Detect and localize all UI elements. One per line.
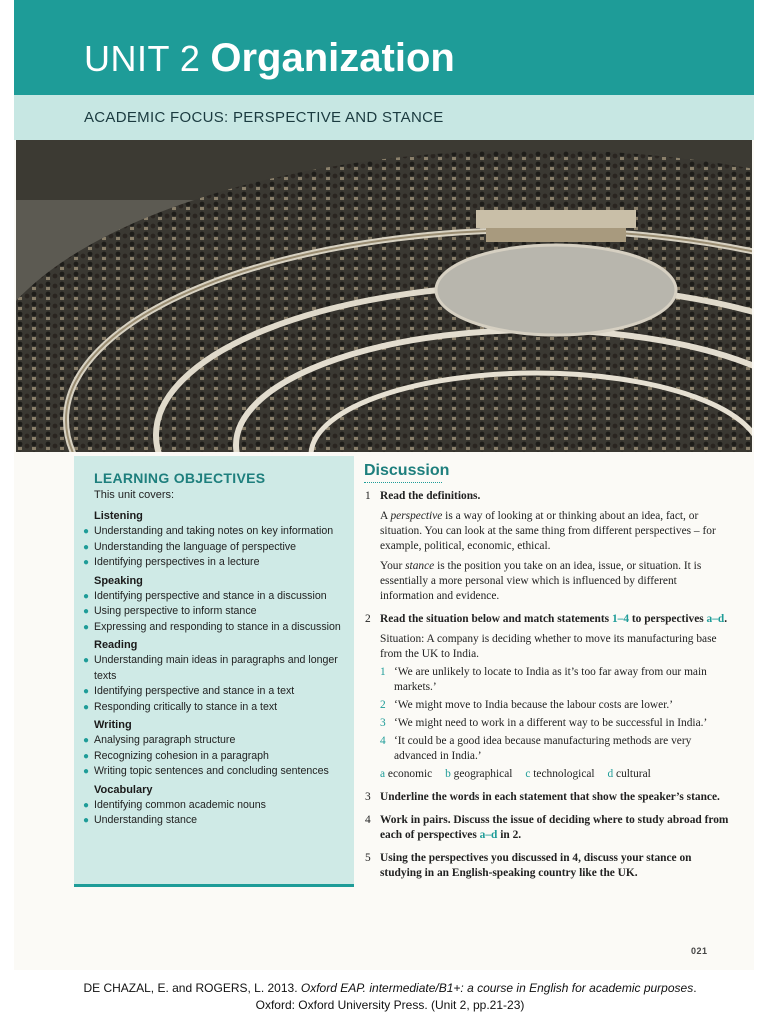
definition-term: perspective (390, 510, 443, 522)
unit-header (14, 0, 754, 95)
perspective-range-ref: a–d (479, 829, 498, 841)
question-1 (364, 489, 729, 604)
objective-item (82, 555, 350, 571)
unit-label: UNIT 2 (84, 38, 201, 79)
unit-name: Organization (210, 36, 455, 80)
statement-range-ref: 1–4 (611, 613, 630, 625)
question-number: 2 (365, 613, 371, 625)
bullet-icon: ● (83, 686, 90, 697)
academic-focus-band (14, 95, 754, 140)
section-heading: Writing (94, 719, 132, 731)
definition-term: stance (405, 560, 435, 572)
objective-text: Understanding the language of perspective (94, 540, 297, 553)
statement-text: ‘We might need to work in a different way to be successful in India.’ (394, 717, 708, 729)
question-3 (364, 790, 729, 805)
objective-text: Using perspective to inform stance (94, 605, 257, 617)
definition-text: is a way of looking at or thinking about an idea, fact, or situation. You can look at the same thing from different perspectives – for example, political, economic, ethical. (380, 510, 716, 552)
bullet-icon: ● (83, 799, 90, 811)
objective-item (82, 684, 350, 700)
textbook-page (14, 0, 754, 970)
objective-item (82, 798, 350, 814)
objective-text: Understanding and taking notes on key information (94, 525, 334, 537)
statement-number: 3 (380, 717, 386, 729)
perspective-definition (380, 509, 729, 554)
objectives-section-writing (82, 718, 350, 780)
statement-text: ‘We might move to India because the labour costs are lower.’ (394, 699, 674, 711)
statement-number: 2 (380, 699, 386, 711)
objective-item (82, 524, 350, 540)
bullet-icon: ● (83, 701, 90, 713)
section-heading: Speaking (94, 574, 143, 587)
discussion-section (364, 462, 729, 889)
objective-text: Analysing paragraph structure (94, 734, 236, 746)
learning-objectives-title: LEARNING OBJECTIVES (94, 470, 266, 486)
objective-item (82, 620, 350, 636)
objective-text: Expressing and responding to stance in a discussion (94, 620, 341, 633)
perspective-range-ref: a–d (706, 613, 725, 625)
option-letter: a (380, 768, 386, 780)
question-text-part: to perspectives (629, 613, 707, 625)
statement-item (380, 698, 729, 713)
question-4 (364, 813, 729, 843)
objectives-section-vocabulary (82, 783, 350, 829)
bullet-icon: ● (83, 557, 90, 568)
question-2 (364, 612, 729, 782)
option-label: cultural (616, 768, 651, 780)
question-number: 3 (365, 791, 371, 803)
page-number: 021 (691, 946, 708, 956)
statement-item (380, 665, 729, 695)
question-text: Using the perspectives you discussed in 4, discuss your stance on studying in an English-speaking country like the UK. (380, 852, 692, 879)
option-letter: d (607, 768, 614, 780)
objective-text: Recognizing cohesion in a paragraph (94, 749, 269, 762)
question-number: 4 (365, 814, 371, 826)
objective-item (82, 589, 350, 605)
question-text-part: Read the situation below and match statements (380, 613, 612, 625)
objectives-section-speaking (82, 574, 350, 636)
objective-text: Identifying perspective and stance in a discussion (94, 589, 327, 602)
question-text-part: . (724, 613, 728, 625)
objective-text: Responding critically to stance in a text (94, 700, 278, 713)
section-heading: Vocabulary (94, 783, 153, 796)
discussion-title-rule (364, 482, 442, 483)
question-text (380, 612, 729, 627)
bullet-icon: ● (83, 590, 90, 602)
objective-item (82, 653, 350, 684)
definition-text: is the position you take on an idea, issue, or situation. It is essentially a more personal view which is influenced by different information and evidence. (380, 560, 702, 602)
citation-title: Oxford EAP. intermediate/B1+: a course in English for academic purposes (300, 981, 694, 995)
objective-item (82, 540, 350, 556)
bullet-icon: ● (83, 735, 90, 746)
learning-objectives-box (74, 456, 354, 887)
bullet-icon: ● (83, 621, 90, 633)
bullet-icon: ● (83, 750, 90, 762)
bullet-icon: ● (83, 526, 90, 537)
objective-item (82, 749, 350, 765)
question-text-part: in 2. (497, 829, 522, 841)
bullet-icon: ● (83, 606, 90, 617)
objective-text: Understanding stance (94, 814, 198, 826)
question-text (380, 813, 729, 843)
definition-text: A (380, 510, 391, 522)
statement-text: ‘It could be a good idea because manufacturing methods are very advanced in India.’ (394, 735, 692, 762)
source-citation (70, 980, 710, 1014)
objective-text: Understanding main ideas in paragraphs and longer texts (94, 654, 338, 682)
perspective-options (380, 767, 729, 782)
situation-text: Situation: A company is deciding whether to move its manufacturing base from the UK to India. (380, 633, 717, 660)
question-text: Read the definitions. (380, 490, 481, 502)
objective-item (82, 813, 350, 829)
objective-text: Writing topic sentences and concluding sentences (94, 765, 329, 777)
question-text: Underline the words in each statement that show the speaker’s stance. (380, 791, 720, 803)
bullet-icon: ● (83, 541, 90, 553)
discussion-title: Discussion (364, 462, 450, 479)
option-label: economic (387, 768, 433, 780)
bullet-icon: ● (83, 766, 90, 777)
bullet-icon: ● (83, 815, 90, 826)
objective-item (82, 733, 350, 749)
objective-text: Identifying perspective and stance in a text (94, 685, 295, 697)
objectives-section-listening (82, 509, 350, 571)
unit-title (84, 36, 455, 81)
statement-number: 1 (380, 666, 386, 678)
option-letter: b (445, 768, 451, 780)
bullet-icon: ● (83, 655, 90, 666)
academic-focus-text: ACADEMIC FOCUS: PERSPECTIVE AND STANCE (84, 109, 444, 126)
question-5 (364, 851, 729, 881)
definition-text: Your (380, 560, 406, 572)
citation-publisher: . Oxford: Oxford University Press. (Unit 2, pp.21-23) (255, 981, 697, 1012)
section-heading: Reading (94, 639, 138, 651)
option-label: technological (533, 768, 595, 780)
statement-item (380, 716, 729, 731)
option-letter: c (525, 768, 531, 780)
statement-number: 4 (380, 735, 386, 747)
statement-text: ‘We are unlikely to locate to India as it’s too far away from our main markets.’ (394, 666, 707, 693)
assembly-hall-photo (16, 140, 752, 452)
objective-item (82, 764, 350, 780)
objectives-list (82, 506, 350, 829)
statement-item (380, 734, 729, 764)
stance-definition (380, 559, 729, 604)
question-number: 1 (365, 490, 371, 502)
citation-authors: DE CHAZAL, E. and ROGERS, L. 2013. (83, 981, 298, 995)
objective-text: Identifying common academic nouns (94, 798, 266, 811)
objective-item (82, 604, 350, 620)
learning-objectives-intro: This unit covers: (94, 489, 175, 501)
question-text-part: Work in pairs. Discuss the issue of deciding where to study abroad from each of perspectives (380, 814, 729, 841)
objectives-section-reading (82, 638, 350, 715)
objective-text: Identifying perspectives in a lecture (94, 556, 260, 568)
section-heading: Listening (94, 510, 143, 522)
option-label: geographical (453, 768, 513, 780)
objective-item (82, 700, 350, 716)
question-number: 5 (365, 852, 371, 864)
assembly-hall-illustration (16, 140, 752, 452)
